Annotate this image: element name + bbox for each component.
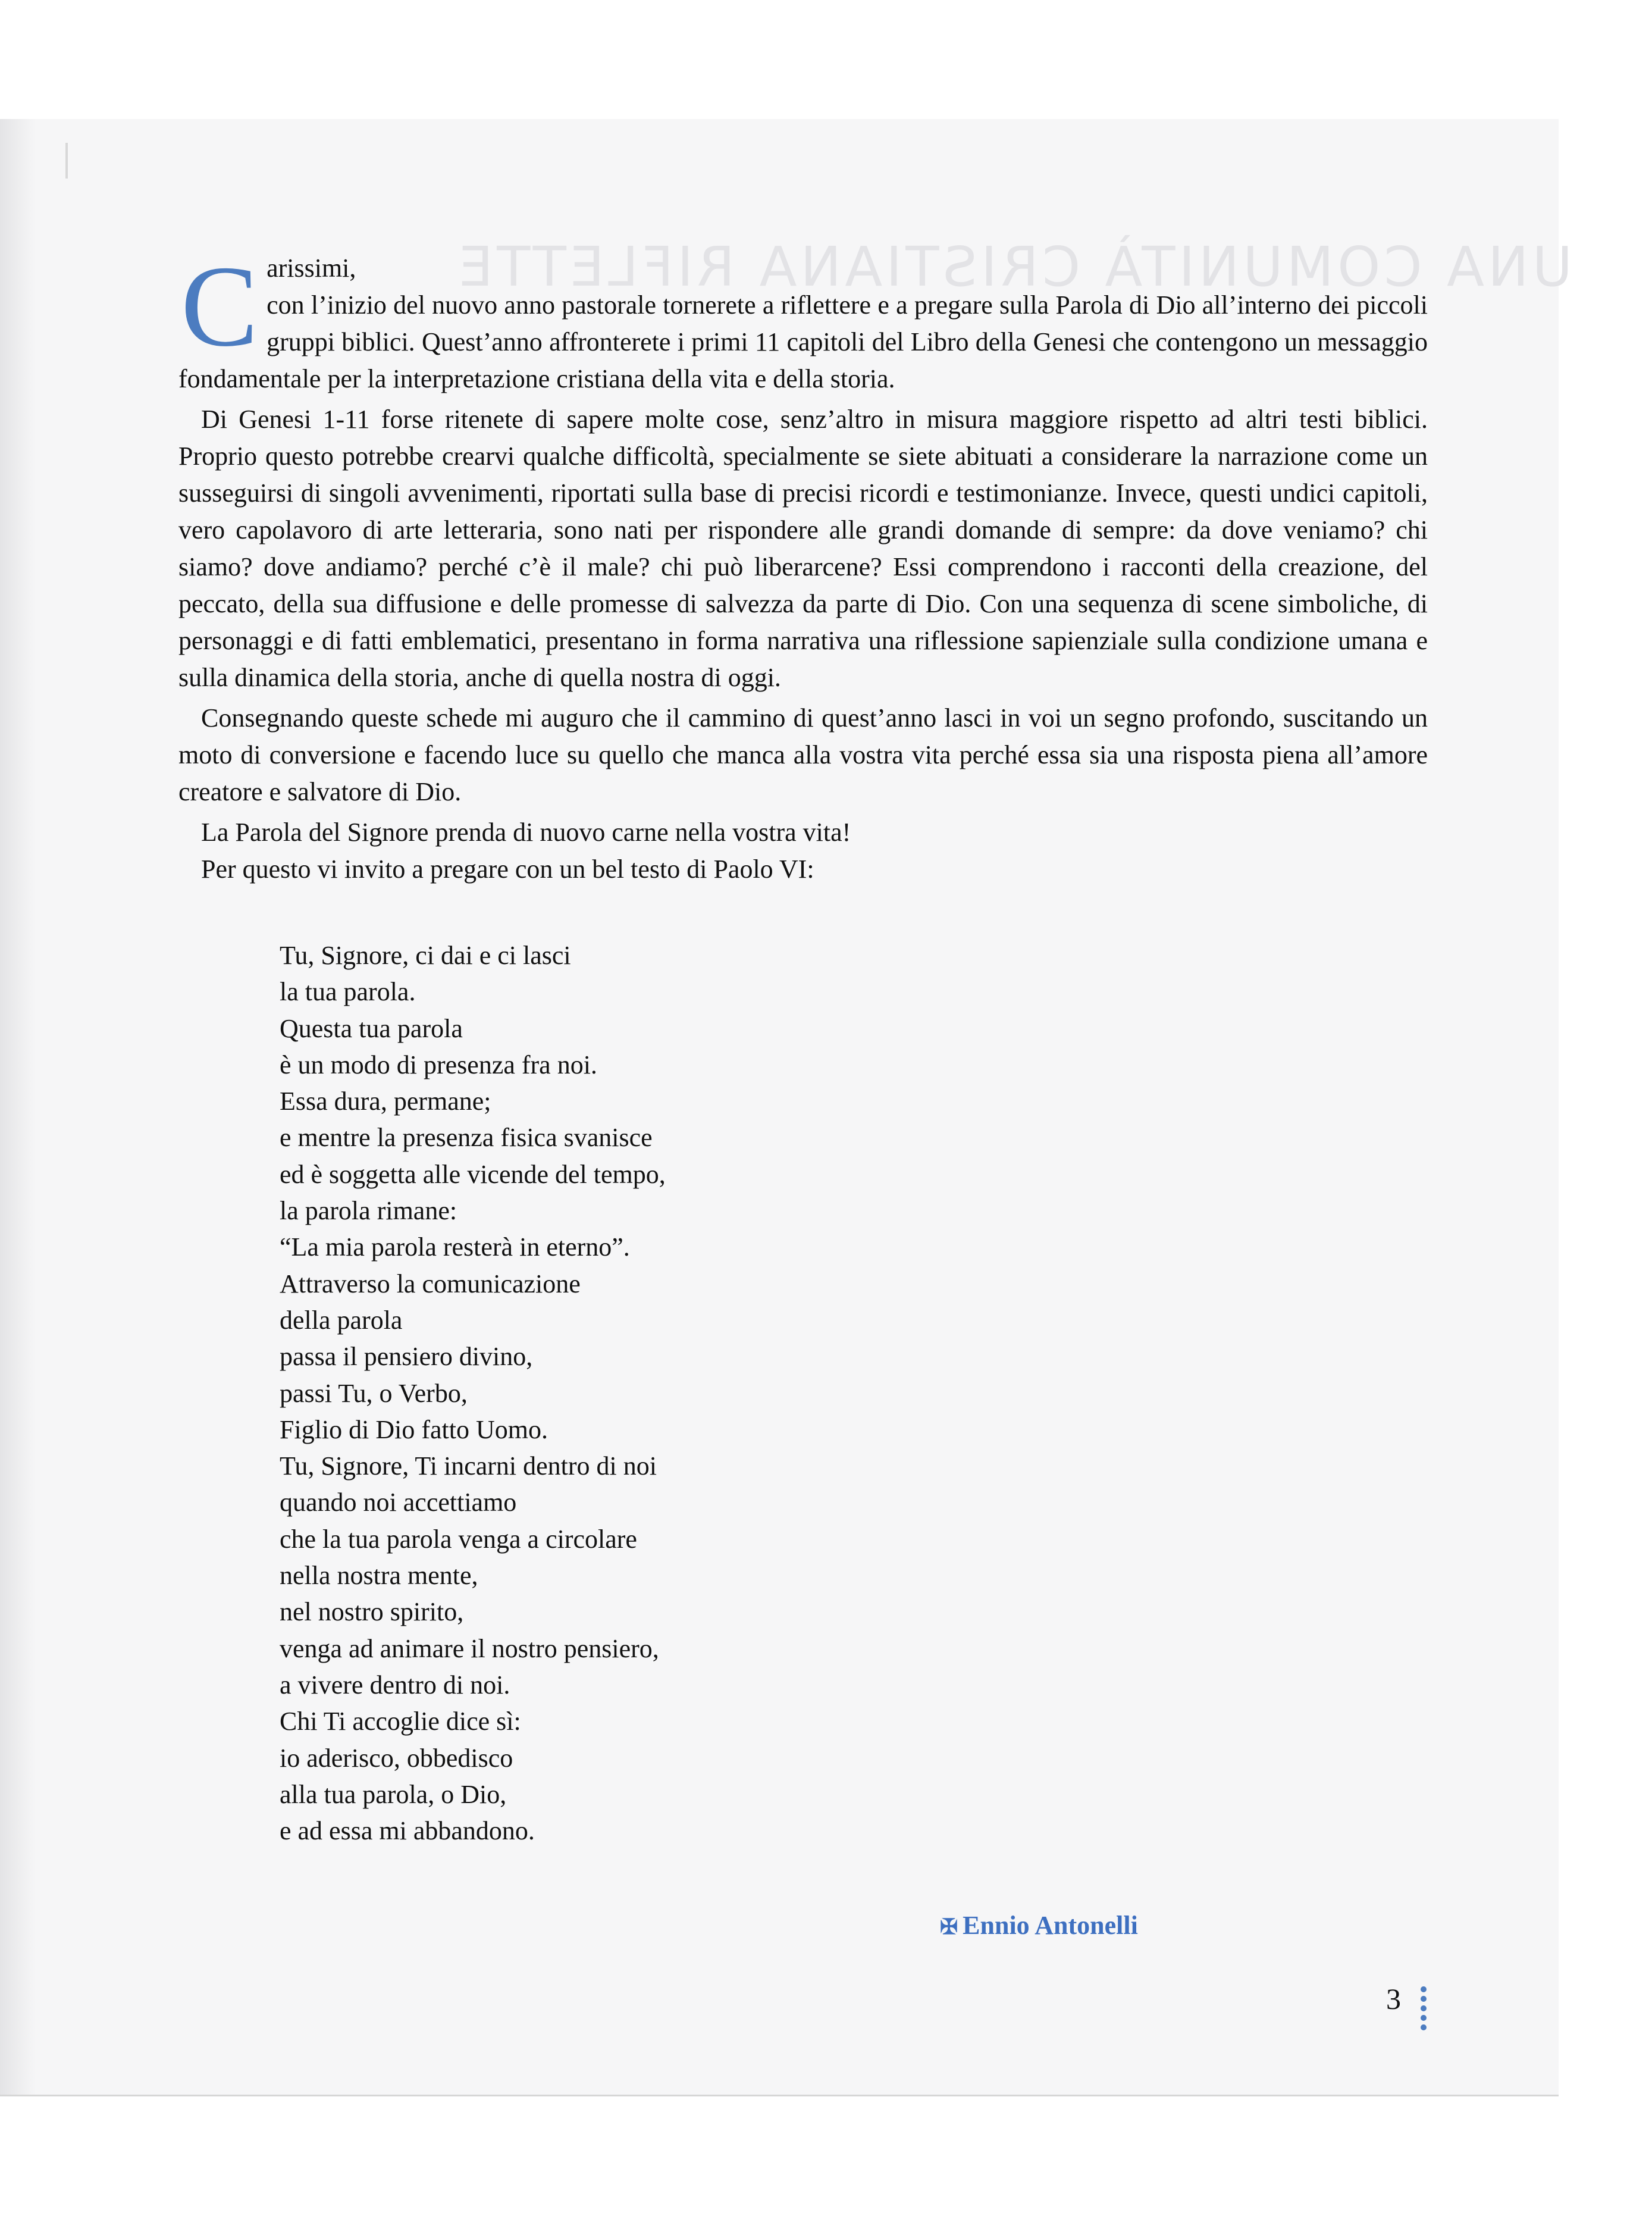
poem-line: Tu, Signore, Ti incarni dentro di noi xyxy=(280,1451,657,1481)
paragraph-genesi: Di Genesi 1-11 forse ritenete di sapere molte cose, senz’altro in misura maggiore rispetto ad altri testi biblici. Proprio questo potrebbe crearvi qualche difficoltà, specialmente se siete abituati a considerare la narrazione come un susseguirsi di singoli avvenimenti, riportati sulla base di precisi ricordi e testimonianze. Invece, questi undici capitoli, vero capolavoro di arte letteraria, sono nati per rispondere alle grandi domande di sempre: da dove veniamo? chi siamo? dove andiamo? perché c’è il male? chi può liberarcene? Essi comprendono i racconti della creazione, del peccato, della sua diffusione e delle promesse di salvezza da parte di Dio. Con una sequenza di scene simboliche, di personaggi e di fatti emblematici, presentano in forma narrativa una riflessione sapienziale sulla condizione umana e sulla dinamica della storia, anche di quella nostra di oggi. xyxy=(178,405,1428,692)
poem-line: venga ad animare il nostro pensiero, xyxy=(280,1633,659,1663)
paragraph-consegnando: Consegnando queste schede mi auguro che il cammino di quest’anno lasci in voi un segno profondo, suscitando un moto di conversione e facendo luce su quello che manca alla vostra vita perché essa sia una risposta piena all’amore creatore e salvatore di Dio. xyxy=(178,703,1428,806)
scan-mark xyxy=(65,143,68,179)
poem-line: nel nostro spirito, xyxy=(280,1597,464,1627)
poem-line: alla tua parola, o Dio, xyxy=(280,1779,507,1809)
page-number: 3 xyxy=(1386,1982,1401,2015)
poem-line: e mentre la presenza fisica svanisce xyxy=(280,1123,653,1153)
paragraph-parola: La Parola del Signore prenda di nuovo carne nella vostra vita! xyxy=(201,818,851,847)
poem-line: Questa tua parola xyxy=(280,1013,463,1043)
show-through-heading: UNA COMUNITÀ CRISTIANA RIFLETTE xyxy=(455,235,1573,299)
poem-line: e ad essa mi abbandono. xyxy=(280,1816,535,1846)
poem-line: ed è soggetta alle vicende del tempo, xyxy=(280,1159,666,1189)
poem-line: “La mia parola resterà in eterno”. xyxy=(280,1232,630,1262)
bishop-cross-icon: ✠ xyxy=(940,1915,958,1939)
paragraph-invito: Per questo vi invito a pregare con un bel testo di Paolo VI: xyxy=(201,855,814,884)
dot xyxy=(1421,2015,1427,2021)
poem-line: Tu, Signore, ci dai e ci lasci xyxy=(280,941,571,970)
poem-line: è un modo di presenza fra noi. xyxy=(280,1050,597,1079)
poem-line: passa il pensiero divino, xyxy=(280,1342,533,1372)
poem-line: la parola rimane: xyxy=(280,1196,457,1226)
signature xyxy=(940,1910,1138,1941)
poem-line: Chi Ti accoglie dice sì: xyxy=(280,1707,521,1736)
dot xyxy=(1421,2005,1427,2011)
poem-line: la tua parola. xyxy=(280,977,416,1007)
poem-line: Essa dura, permane; xyxy=(280,1087,491,1116)
poem-line: Figlio di Dio fatto Uomo. xyxy=(280,1414,548,1444)
poem-line: passi Tu, o Verbo, xyxy=(280,1378,468,1408)
poem-line: io aderisco, obbedisco xyxy=(280,1743,513,1773)
drop-cap: C xyxy=(181,242,259,371)
dot xyxy=(1421,2024,1427,2030)
dot xyxy=(1421,1996,1427,2002)
letter-body xyxy=(178,242,1428,888)
poem-line: quando noi accettiamo xyxy=(280,1488,517,1517)
dot xyxy=(1421,1986,1427,1992)
salutation: arissimi, xyxy=(267,253,356,283)
signature-name: Ennio Antonelli xyxy=(963,1911,1138,1940)
poem-line: Attraverso la comunicazione xyxy=(280,1269,581,1298)
poem-line: della parola xyxy=(280,1305,403,1335)
poem-line: nella nostra mente, xyxy=(280,1561,478,1591)
page-left-shadow xyxy=(0,119,36,2095)
poem-paolo-vi xyxy=(280,937,666,1849)
poem-line: a vivere dentro di noi. xyxy=(280,1670,510,1700)
poem-line: che la tua parola venga a circolare xyxy=(280,1524,637,1554)
page-number-dots xyxy=(1421,1986,1427,2030)
paragraph-intro: con l’inizio del nuovo anno pastorale tornerete a riflettere e a pregare sulla Parola di Dio all’interno dei piccoli gruppi biblici. Quest’anno affronterete i primi 11 capitoli del Libro della Genesi che contengono un messaggio fondamentale per la interpretazione cristiana della vita e della storia. xyxy=(178,290,1428,393)
